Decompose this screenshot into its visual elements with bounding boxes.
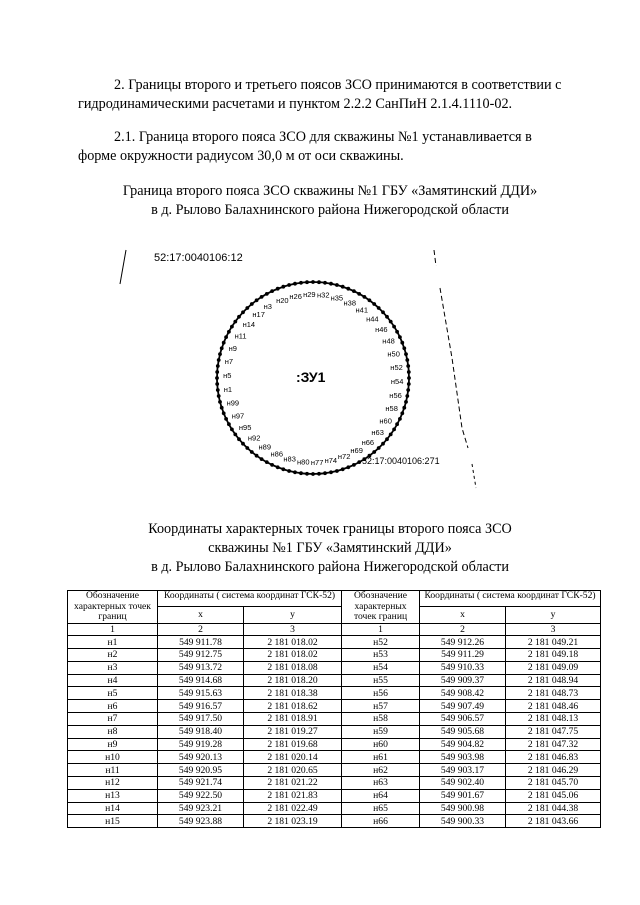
boundary-point-label: н69 <box>350 445 363 455</box>
point-cell: н4 <box>68 674 158 687</box>
boundary-point-marker <box>230 325 234 329</box>
x-cell: 549 911.29 <box>420 649 506 662</box>
boundary-point-label: н3 <box>263 302 272 312</box>
boundary-point-label: н50 <box>387 349 400 359</box>
point-cell: н7 <box>68 713 158 726</box>
point-cell: н53 <box>342 649 420 662</box>
x-cell: 549 900.33 <box>420 815 506 828</box>
boundary-point-marker <box>250 450 254 454</box>
boundary-point-marker <box>287 469 291 473</box>
boundary-point-label: н77 <box>310 457 324 467</box>
x-cell: 549 914.68 <box>158 674 244 687</box>
x-cell: 549 901.67 <box>420 789 506 802</box>
point-cell: н5 <box>68 687 158 700</box>
boundary-point-marker <box>220 346 224 350</box>
point-cell: н2 <box>68 649 158 662</box>
boundary-point-label: н95 <box>238 423 252 433</box>
y-cell: 2 181 018.62 <box>244 700 342 713</box>
x-cell: 549 916.57 <box>158 700 244 713</box>
boundary-point-marker <box>299 281 303 285</box>
boundary-point-marker <box>220 406 224 410</box>
y-cell: 2 181 043.66 <box>506 815 601 828</box>
boundary-point-label: н58 <box>385 404 398 414</box>
boundary-point-label: н63 <box>371 428 384 437</box>
x-cell: 549 902.40 <box>420 777 506 790</box>
boundary-point-marker <box>323 281 327 285</box>
boundary-point-label: н14 <box>242 320 256 329</box>
table-title <box>60 520 600 577</box>
x-cell: 549 923.88 <box>158 815 244 828</box>
paragraph-2-1-line1: 2.1. Граница второго пояса ЗСО для скважины №1 устанавливается в <box>114 129 532 145</box>
y-cell: 2 181 018.20 <box>244 674 342 687</box>
y-cell: 2 181 048.13 <box>506 713 601 726</box>
parcel-line-bottom <box>472 464 476 488</box>
x-cell: 549 903.98 <box>420 751 506 764</box>
x-cell: 549 907.49 <box>420 700 506 713</box>
boundary-point-marker <box>400 411 404 415</box>
table-row <box>68 649 601 662</box>
boundary-point-marker <box>216 388 220 392</box>
x-cell: 549 910.33 <box>420 661 506 674</box>
boundary-point-marker <box>385 315 389 319</box>
boundary-point-marker <box>224 335 228 339</box>
table-row <box>68 789 601 802</box>
boundary-point-marker <box>377 446 381 450</box>
x-cell: 549 919.28 <box>158 738 244 751</box>
x-cell: 549 911.78 <box>158 636 244 649</box>
x-cell: 549 915.63 <box>158 687 244 700</box>
boundary-point-marker <box>224 417 228 421</box>
x-cell: 549 922.50 <box>158 789 244 802</box>
boundary-point-marker <box>222 411 226 415</box>
column-number-cell: 2 <box>420 623 506 636</box>
header-y-left: y <box>244 607 342 623</box>
boundary-point-marker <box>329 470 333 474</box>
y-cell: 2 181 018.02 <box>244 636 342 649</box>
boundary-point-marker <box>305 280 309 284</box>
scheme-title-line2: в д. Рылово Балахнинского района Нижегородской области <box>151 202 509 218</box>
table-row <box>68 661 601 674</box>
boundary-point-marker <box>335 283 339 287</box>
point-cell: н56 <box>342 687 420 700</box>
boundary-point-marker <box>407 382 411 386</box>
point-cell: н52 <box>342 636 420 649</box>
boundary-point-marker <box>368 298 372 302</box>
boundary-point-marker <box>405 358 409 362</box>
boundary-point-marker <box>217 358 221 362</box>
boundary-point-marker <box>270 463 274 467</box>
column-number-cell: 2 <box>158 623 244 636</box>
boundary-point-marker <box>227 422 231 426</box>
parcel-label-top: 52:17:0040106:12 <box>154 252 243 264</box>
boundary-point-marker <box>215 370 219 374</box>
point-cell: н65 <box>342 802 420 815</box>
x-cell: 549 906.57 <box>420 713 506 726</box>
y-cell: 2 181 021.83 <box>244 789 342 802</box>
zone-scheme <box>100 238 520 500</box>
boundary-point-marker <box>398 335 402 339</box>
boundary-point-marker <box>398 417 402 421</box>
x-cell: 549 909.37 <box>420 674 506 687</box>
table-row <box>68 751 601 764</box>
boundary-point-marker <box>357 292 361 296</box>
parcel-line-right <box>434 250 468 448</box>
boundary-point-label: н97 <box>231 411 245 421</box>
boundary-point-label: н80 <box>297 457 310 467</box>
boundary-point-marker <box>404 400 408 404</box>
column-number-cell: 1 <box>68 623 158 636</box>
table-row <box>68 802 601 815</box>
boundary-point-marker <box>352 289 356 293</box>
table-row <box>68 713 601 726</box>
boundary-point-marker <box>329 282 333 286</box>
coordinates-table <box>67 590 601 828</box>
boundary-point-label: н17 <box>252 310 265 320</box>
boundary-point-marker <box>372 302 376 306</box>
boundary-point-marker <box>237 315 241 319</box>
header-y-right: y <box>506 607 601 623</box>
boundary-point-marker <box>276 465 280 469</box>
boundary-point-marker <box>293 470 297 474</box>
boundary-point-label: н11 <box>234 331 247 341</box>
boundary-point-marker <box>392 428 396 432</box>
boundary-point-label: н54 <box>390 377 404 387</box>
x-cell: 549 904.82 <box>420 738 506 751</box>
boundary-point-marker <box>245 306 249 310</box>
point-cell: н54 <box>342 661 420 674</box>
boundary-point-marker <box>389 433 393 437</box>
y-cell: 2 181 045.06 <box>506 789 601 802</box>
boundary-point-marker <box>293 282 297 286</box>
point-cell: н66 <box>342 815 420 828</box>
boundary-point-marker <box>222 341 226 345</box>
table-row <box>68 700 601 713</box>
point-cell: н63 <box>342 777 420 790</box>
y-cell: 2 181 020.14 <box>244 751 342 764</box>
point-cell: н61 <box>342 751 420 764</box>
table-title-line3: в д. Рылово Балахнинского района Нижегородской области <box>151 559 509 575</box>
boundary-point-label: н1 <box>223 384 233 394</box>
table-row <box>68 777 601 790</box>
x-cell: 549 917.50 <box>158 713 244 726</box>
y-cell: 2 181 049.09 <box>506 661 601 674</box>
boundary-point-marker <box>341 467 345 471</box>
paragraph-2-1-line2: форме окружности радиусом 30,0 м от оси скважины. <box>78 148 404 164</box>
boundary-point-marker <box>381 442 385 446</box>
boundary-point-marker <box>217 394 221 398</box>
table-row <box>68 815 601 828</box>
boundary-point-marker <box>218 352 222 356</box>
boundary-point-marker <box>404 352 408 356</box>
boundary-point-label: н60 <box>379 416 392 426</box>
boundary-point-marker <box>363 295 367 299</box>
x-cell: 549 903.17 <box>420 764 506 777</box>
table-row <box>68 764 601 777</box>
x-cell: 549 900.98 <box>420 802 506 815</box>
table-row <box>68 674 601 687</box>
boundary-point-marker <box>311 472 315 476</box>
x-cell: 549 918.40 <box>158 725 244 738</box>
y-cell: 2 181 019.68 <box>244 738 342 751</box>
table-row <box>68 636 601 649</box>
y-cell: 2 181 023.19 <box>244 815 342 828</box>
y-cell: 2 181 018.02 <box>244 649 342 662</box>
boundary-point-marker <box>265 292 269 296</box>
table-row <box>68 725 601 738</box>
point-cell: н62 <box>342 764 420 777</box>
table-title-line2: скважины №1 ГБУ «Замятинский ДДИ» <box>208 540 452 556</box>
column-number-cell: 3 <box>244 623 342 636</box>
table-header-row <box>68 591 601 607</box>
boundary-point-marker <box>216 364 220 368</box>
point-cell: н57 <box>342 700 420 713</box>
x-cell: 549 905.68 <box>420 725 506 738</box>
y-cell: 2 181 047.32 <box>506 738 601 751</box>
boundary-point-marker <box>270 289 274 293</box>
boundary-point-marker <box>346 287 350 291</box>
y-cell: 2 181 049.18 <box>506 649 601 662</box>
boundary-point-marker <box>230 428 234 432</box>
boundary-point-marker <box>215 382 219 386</box>
point-cell: н11 <box>68 764 158 777</box>
x-cell: 549 912.26 <box>420 636 506 649</box>
boundary-point-marker <box>395 330 399 334</box>
header-x-left: x <box>158 607 244 623</box>
y-cell: 2 181 018.91 <box>244 713 342 726</box>
boundary-point-marker <box>335 469 339 473</box>
column-number-cell: 1 <box>342 623 420 636</box>
boundary-point-marker <box>245 446 249 450</box>
table-row <box>68 687 601 700</box>
header-coords-right: Координаты ( система координат ГСК-52) <box>420 591 601 607</box>
y-cell: 2 181 048.46 <box>506 700 601 713</box>
paragraph-2-1 <box>78 128 604 166</box>
y-cell: 2 181 020.65 <box>244 764 342 777</box>
boundary-point-marker <box>255 454 259 458</box>
y-cell: 2 181 047.75 <box>506 725 601 738</box>
boundary-point-label: н66 <box>361 437 375 447</box>
y-cell: 2 181 046.29 <box>506 764 601 777</box>
x-cell: 549 921.74 <box>158 777 244 790</box>
point-cell: н64 <box>342 789 420 802</box>
boundary-point-marker <box>406 388 410 392</box>
boundary-point-label: н32 <box>317 290 330 300</box>
header-x-right: x <box>420 607 506 623</box>
boundary-point-marker <box>377 306 381 310</box>
boundary-point-marker <box>281 467 285 471</box>
boundary-point-marker <box>227 330 231 334</box>
boundary-point-label: н35 <box>330 293 344 303</box>
boundary-point-marker <box>406 364 410 368</box>
header-point-left: Обозначение характерных точек границ <box>68 591 158 624</box>
header-coords-left: Координаты ( система координат ГСК-52) <box>158 591 342 607</box>
boundary-point-marker <box>400 341 404 345</box>
boundary-point-marker <box>402 346 406 350</box>
boundary-point-marker <box>260 295 264 299</box>
boundary-point-marker <box>389 320 393 324</box>
column-number-cell: 3 <box>506 623 601 636</box>
y-cell: 2 181 044.38 <box>506 802 601 815</box>
boundary-point-marker <box>281 285 285 289</box>
point-cell: н1 <box>68 636 158 649</box>
boundary-point-marker <box>323 471 327 475</box>
y-cell: 2 181 022.49 <box>244 802 342 815</box>
y-cell: 2 181 048.94 <box>506 674 601 687</box>
y-cell: 2 181 018.38 <box>244 687 342 700</box>
boundary-point-label: н52 <box>390 363 403 373</box>
boundary-point-label: н5 <box>223 370 232 380</box>
parcel-label-bottom: 52:17:0040106:271 <box>362 456 440 466</box>
boundary-point-label: н7 <box>224 357 234 367</box>
boundary-point-label: н89 <box>258 442 271 452</box>
point-cell: н59 <box>342 725 420 738</box>
boundary-point-label: н72 <box>337 452 351 462</box>
boundary-point-marker <box>241 310 245 314</box>
point-cell: н14 <box>68 802 158 815</box>
point-cell: н10 <box>68 751 158 764</box>
boundary-point-marker <box>265 460 269 464</box>
boundary-point-label: н38 <box>343 298 356 308</box>
parcel-line-left <box>120 250 126 284</box>
point-cell: н55 <box>342 674 420 687</box>
boundary-point-marker <box>233 433 237 437</box>
x-cell: 549 908.42 <box>420 687 506 700</box>
scheme-title <box>60 182 600 220</box>
point-cell: н15 <box>68 815 158 828</box>
scheme-title-line1: Граница второго пояса ЗСО скважины №1 ГБУ «Замятинский ДДИ» <box>122 183 538 199</box>
boundary-point-marker <box>317 280 321 284</box>
y-cell: 2 181 048.73 <box>506 687 601 700</box>
point-cell: н58 <box>342 713 420 726</box>
boundary-point-label: н20 <box>276 295 289 305</box>
boundary-point-marker <box>260 457 264 461</box>
boundary-point-marker <box>233 320 237 324</box>
y-cell: 2 181 046.83 <box>506 751 601 764</box>
paragraph-2-line1: 2. Границы второго и третьего поясов ЗСО принимаются в соответствии с <box>114 77 562 93</box>
point-cell: н13 <box>68 789 158 802</box>
boundary-point-label: н29 <box>303 290 316 300</box>
boundary-point-label: н46 <box>375 324 388 334</box>
boundary-point-marker <box>395 422 399 426</box>
point-cell: н60 <box>342 738 420 751</box>
boundary-point-label: н92 <box>247 433 261 443</box>
y-cell: 2 181 019.27 <box>244 725 342 738</box>
boundary-point-marker <box>299 471 303 475</box>
boundary-point-marker <box>341 285 345 289</box>
boundary-point-marker <box>287 283 291 287</box>
boundary-point-marker <box>241 442 245 446</box>
point-cell: н3 <box>68 661 158 674</box>
boundary-point-label: н44 <box>366 314 379 324</box>
boundary-point-marker <box>385 437 389 441</box>
boundary-point-label: н26 <box>289 291 302 301</box>
boundary-point-marker <box>237 437 241 441</box>
point-cell: н8 <box>68 725 158 738</box>
boundary-point-marker <box>311 280 315 284</box>
x-cell: 549 913.72 <box>158 661 244 674</box>
boundary-point-label: н74 <box>324 456 338 466</box>
boundary-point-marker <box>305 472 309 476</box>
x-cell: 549 923.21 <box>158 802 244 815</box>
point-cell: н6 <box>68 700 158 713</box>
boundary-point-marker <box>317 472 321 476</box>
boundary-point-marker <box>276 287 280 291</box>
header-point-right: Обозначение характерных точек границ <box>342 591 420 624</box>
zone-label: :ЗУ1 <box>296 369 326 385</box>
boundary-point-label: н83 <box>283 454 296 464</box>
boundary-point-marker <box>255 298 259 302</box>
point-cell: н12 <box>68 777 158 790</box>
boundary-point-label: н99 <box>226 398 240 408</box>
paragraph-2 <box>78 76 604 114</box>
boundary-point-marker <box>352 463 356 467</box>
boundary-point-marker <box>357 460 361 464</box>
boundary-point-marker <box>218 400 222 404</box>
boundary-point-marker <box>407 376 411 380</box>
point-cell: н9 <box>68 738 158 751</box>
boundary-point-label: н86 <box>270 449 283 459</box>
boundary-point-marker <box>407 370 411 374</box>
paragraph-2-line2: гидродинамическими расчетами и пунктом 2.2.2 СанПиН 2.1.4.1110-02. <box>78 96 513 112</box>
boundary-point-marker <box>372 450 376 454</box>
y-cell: 2 181 018.08 <box>244 661 342 674</box>
boundary-point-marker <box>392 325 396 329</box>
boundary-point-label: н56 <box>389 390 402 400</box>
table-numbering-row <box>68 623 601 636</box>
table-row <box>68 738 601 751</box>
boundary-point-marker <box>250 302 254 306</box>
boundary-point-marker <box>215 376 219 380</box>
boundary-point-label: н48 <box>382 336 395 346</box>
boundary-point-label: н41 <box>355 305 368 315</box>
x-cell: 549 920.13 <box>158 751 244 764</box>
boundary-point-label: н9 <box>228 343 237 353</box>
table-title-line1: Координаты характерных точек границы второго пояса ЗСО <box>148 521 512 537</box>
x-cell: 549 912.75 <box>158 649 244 662</box>
boundary-point-marker <box>405 394 409 398</box>
y-cell: 2 181 021.22 <box>244 777 342 790</box>
boundary-point-marker <box>381 310 385 314</box>
y-cell: 2 181 045.70 <box>506 777 601 790</box>
boundary-point-marker <box>402 406 406 410</box>
x-cell: 549 920.95 <box>158 764 244 777</box>
y-cell: 2 181 049.21 <box>506 636 601 649</box>
boundary-point-marker <box>346 465 350 469</box>
